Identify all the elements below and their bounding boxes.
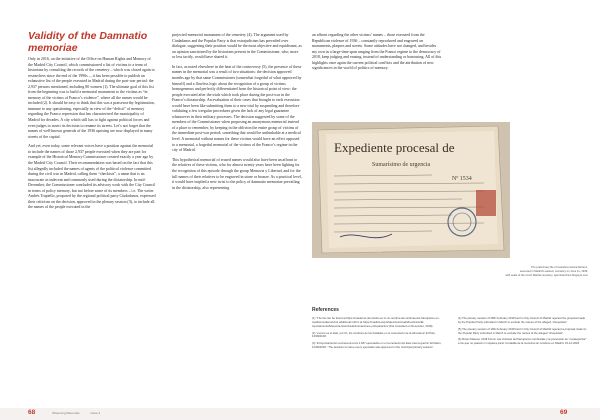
paragraph: And yet, even today, some relevant voices have a position against the memorial to include the names of those 2,937 people executed when they are part for example of the Historical Memory Commissioner created exactly a year ago by the Madrid City Council. Their recommendation was based on the fact that this list allegedly included the names of agents of the political violence committed during the civil war in Madrid, calling them “checkists”, a name that is an inaccurate as indecent and commonly used during the dictatorship. In mid-December, the Commissioner concluded its advisory work with the City Council in terms of policy memory, but not before some of its members – i.e. The writer Andrés Trapiello, proposed by the regional political party Ciudadanos, expressed their criticism on the decision, approved in the plenary session (3), to include all the names of the people executed in the	[28, 143, 156, 210]
archival-document-photo	[312, 122, 510, 258]
paragraph: projected memorial monument of the cemetery (4). The argument used by Ciudadanos and the Popular Party is that extrajudicism has prevailed over dialogue, suggesting their position would be the most objective and equidistant, as an opinion sanctioned by the historians present in the Commissioner, who, more or less tacitly, would have shared it.	[172, 32, 302, 60]
wax-seal	[476, 190, 496, 216]
paragraph: Only in 2016, on the initiative of the Office on Human Rights and Memory of the Madrid City Council, which commissioned a list of victims to a team of historians by consulting the records of the cemetery – which was closed again to researchers since the end of the 1990s –, it has been possible to publish an exhaustive list of the people executed in Madrid during the post-war period: the 2,937 persons mentioned, including 80 women (1). The ultimate goal of this list from the beginning was to build a memorial monument to the victims as “in memory of the victims of Franco’s violence”, where all the names would be included (2). It should be easy to think that this was a praiseworthy legitimation, immune to any questioning, especially in view of the “deficit” of memory regarding the Franco repression that has characterised the municipality of Madrid for decades. A city which still has to fight against political forces and even judges to assert its decision to rename its streets. Let’s not forget that the names of well-known generals of the 1936 uprising are now displayed in many streets of the capital.	[28, 56, 155, 139]
document-heading: Expediente procesal de	[334, 140, 455, 155]
reference-item: (4) The plenary session of 28th February 2018 held in City Council of Madrid rejected the proposal made by the Popular Party submitted in March to exclude the names of the alleged “chequistas”.	[458, 317, 586, 324]
references-left	[312, 317, 442, 353]
photo-caption: The preliminary file of Celestina García Moreno, executed in Madrid’s eastern cemetery on June 11, 1939, with seals of the Court Martial cemetery. ejercitoarchivo.blogspot.com	[505, 266, 588, 277]
page-number-right: 69	[560, 409, 568, 416]
reference-item: (1) “The list can be found at https://cuaderno-del-olvido.es/ to un-nombre-las-victimas-del-franquismo-en-madrid-ciudad and its additional inform at https://madrid-es/portales/munimadrid/es/Inicio/El-Ayuntamiento/Memoria-historica-Exhumaciones-y-Reparacion/ (link consulted on December, 2018).	[312, 317, 440, 328]
paragraph: This hypothetical memorial of erased names would also have been an affront to the relatives of these victims, who for almost twenty years have been fighting for the recognition of this episode through the group Memoria y Libertad, and for the full names of their relatives to be engraved in stone or bronze. As a practical level, it would have implied a new twist to the policy of damnatio memoriae prevailing in the dictatorship, also representing	[172, 156, 302, 190]
text-column-1	[28, 56, 156, 214]
references-right	[458, 317, 588, 349]
document-number: Nº 1534	[452, 176, 472, 182]
paragraph: In fact, as noted elsewhere in the heat of the controversy (5), the presence of these names in the memorial was a result of two situations: the decision approved months ago by that same Commissioner (somewhat forgetful of what approved by himself) and a flawless logic about the recognition of a group of victims homogeneous and perfectly differentiated from the historical point of view: the people executed after the trials which took place during the post-war in the Franco’s dictatorship. An evaluation of their cases that brought to each execution would have been like submitting them to a new trial by suspending and therefore validating a few irregular procedures given the lack of any legal guarantee whatsoever in their military processes. The decision suggested by some of the members of the Commissioner when proposing an anonymous memorial instead of a place to remember, by keeping in the oblivion the entire group of victims of the immediate post-war period; something that would be unthinkable at a medical level. A memorial without names for these victims would have an effect opposed to a memorial, a forgetful memorial of the victims of the Franco’s regime in the city of Madrid.	[172, 63, 302, 153]
reference-item: (2) “Lucero es el dato, por fin, los nombres de los fusilados en el cementerio de la Almudena” El País, 13/09/2018.	[312, 331, 436, 339]
paragraph: an affront regarding the other victims’ names – those executed from the Republican violence of 1936 – constantly reproduced and engraved on monuments, plaques and streets. Some attitudes have not changed, and besides my own in a large-time span ranging from the Franco regime to the democracy of 2018, keep judging and erasing, instead of understanding or honouring. All of this highlights once again the current political conflicts and the attribution of new significances in the world of politics of memory.	[312, 32, 442, 71]
article-title: Validity of the Damnatio memoriae	[28, 30, 148, 54]
references-heading: References	[312, 307, 339, 313]
reference-item: (6) Rosa Vilaseca, 2018 Forum Las víctimas del franquismo nombradas y la pretensión de “recategorizar” a los que no pasaron ni siquiera juicio: la batalla de la memoria sin nombres en Madrid, 15-12-2018.	[458, 338, 587, 346]
page-number-left: 68	[28, 409, 36, 416]
document-subheading: Sumarísimo de urgencia	[372, 162, 431, 168]
text-column-3	[312, 32, 442, 75]
publication-name: Observing Memories Issue 2	[52, 411, 101, 415]
reference-item: (3) “El Ayuntamiento reconocerá a los 2.937 ejecutados en el cementerio del Este tras la guerra” El Diario, 12/06/2018. “The decision to name every ejecutado was approved in the municipal plenary session”.	[312, 342, 442, 350]
text-column-2	[172, 32, 302, 194]
reference-item: (5) The plenary session of 19th February 2018 held in City Council of Madrid rejected a proposal made by the Popular Party submitted in March to exclude the names of the alleged “chequistas”.	[458, 327, 587, 335]
